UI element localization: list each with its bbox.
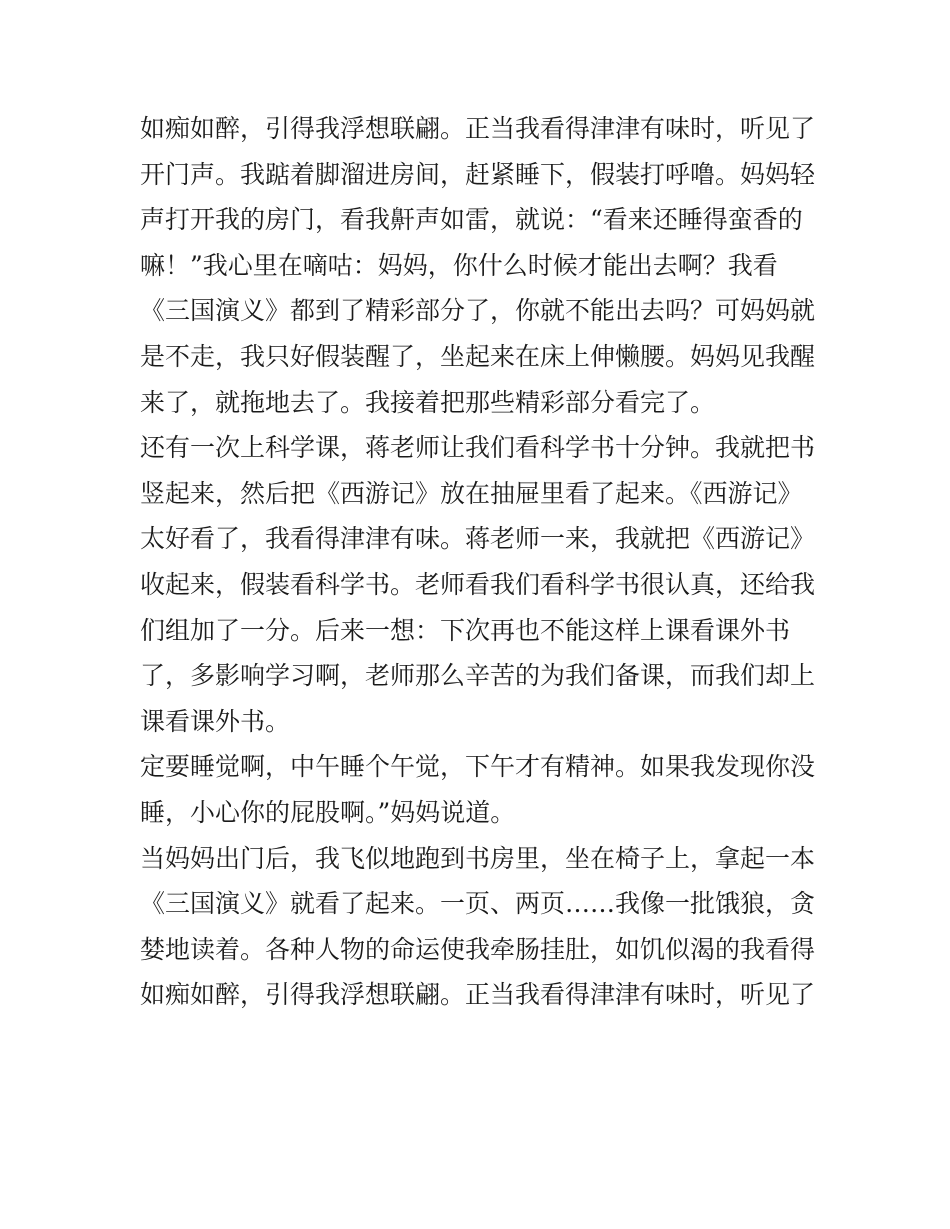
text-line: 们组加了一分。后来一想：下次再也不能这样上课看课外书 [140, 615, 791, 645]
text-line: 还有一次上科学课，蒋老师让我们看科学书十分钟。我就把书 [140, 433, 816, 463]
text-line: 收起来，假装看科学书。老师看我们看科学书很认真，还给我 [140, 569, 816, 599]
text-line: 如痴如醉，引得我浮想联翩。正当我看得津津有味时，听见了 [140, 980, 816, 1010]
text-line: 如痴如醉，引得我浮想联翩。正当我看得津津有味时，听见了 [140, 114, 816, 143]
text-line: 是不走，我只好假装醒了，坐起来在床上伸懒腰。妈妈见我醒 [140, 341, 816, 371]
text-line: 声打开我的房门，看我鼾声如雷，就说：“看来还睡得蛮香的 [140, 205, 803, 235]
text-line: 《三国演义》都到了精彩部分了，你就不能出去吗？可妈妈就 [140, 296, 816, 326]
body-text [140, 106, 820, 1018]
text-line: 嘛！”我心里在嘀咕：妈妈，你什么时候才能出去啊？我看 [140, 250, 778, 280]
text-line: 当妈妈出门后，我飞似地跑到书房里，坐在椅子上，拿起一本 [140, 843, 816, 873]
text-line: 竖起来，然后把《西游记》放在抽屉里看了起来。《西游记》 [140, 478, 803, 508]
text-line: 开门声。我踮着脚溜进房间，赶紧睡下，假装打呼噜。妈妈轻 [140, 159, 816, 189]
text-line: 来了，就拖地去了。我接着把那些精彩部分看完了。 [140, 387, 716, 417]
text-line: 课看课外书。 [140, 706, 291, 736]
text-line: 《三国演义》就看了起来。一页、两页……我像一批饿狼，贪 [140, 889, 816, 919]
text-line: 婪地读着。各种人物的命运使我牵肠挂肚，如饥似渴的我看得 [140, 934, 816, 964]
text-line: 定要睡觉啊，中午睡个午觉，下午才有精神。如果我发现你没 [140, 752, 816, 782]
text-line: 睡，小心你的屁股啊。”妈妈说道。 [140, 797, 516, 827]
text-line: 太好看了，我看得津津有味。蒋老师一来，我就把《西游记》 [140, 524, 816, 554]
text-line: 了，多影响学习啊，老师那么辛苦的为我们备课，而我们却上 [140, 661, 816, 691]
